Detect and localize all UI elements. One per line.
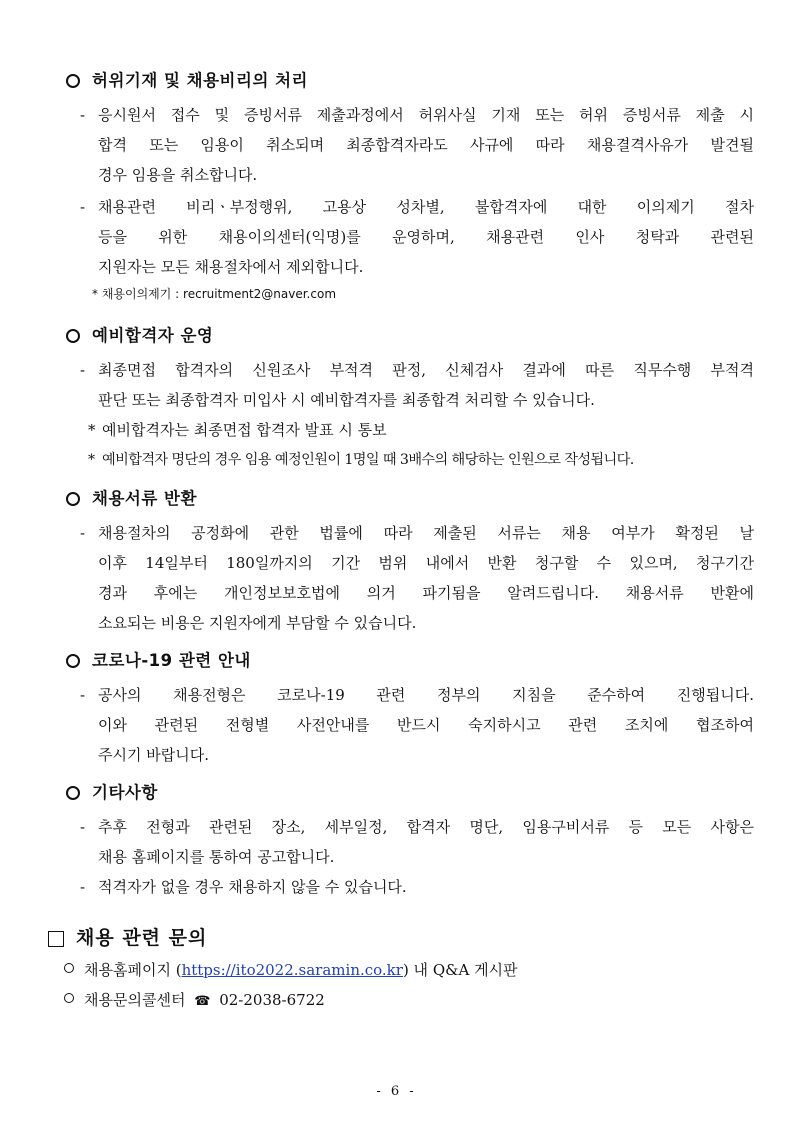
section-document-return (64, 488, 754, 638)
homepage-prefix: 채용홈페이지 ( (84, 961, 182, 979)
text-line: 등을 위한 채용이의센터(익명)를 운영하며, 채용관련 인사 청탁과 관련된 (98, 228, 754, 246)
text-line: 채용관련 비리ㆍ부정행위, 고용상 성차별, 불합격자에 대한 이의제기 절차 (98, 198, 754, 216)
section-heading (64, 782, 754, 808)
list-item (64, 100, 754, 190)
section-title: 허위기재 및 채용비리의 처리 (92, 71, 309, 90)
circle-bullet-icon (66, 74, 80, 88)
dash-bullet: - (80, 361, 86, 379)
circle-bullet-icon (66, 654, 80, 668)
section-title: 기타사항 (92, 783, 158, 802)
phone-number: 02-2038-6722 (219, 991, 325, 1009)
dash-bullet: - (80, 878, 86, 896)
contact-title: 채용 관련 문의 (76, 927, 208, 949)
list-item (64, 518, 754, 638)
text-line: 응시원서 접수 및 증빙서류 제출과정에서 허위사실 기재 또는 허위 증빙서류 제출 시 (98, 106, 754, 124)
section-heading (64, 488, 754, 514)
text-line: 채용절차의 공정화에 관한 법률에 따라 제출된 서류는 채용 여부가 확정된 날 (98, 524, 754, 542)
section-title: 코로나-19 관련 안내 (92, 651, 251, 670)
section-title: 채용서류 반환 (92, 489, 197, 508)
contact-homepage (64, 956, 518, 984)
list-item (64, 355, 754, 415)
text-line: 채용 홈페이지를 통하여 공고합니다. (98, 848, 335, 866)
text-line: 지원자는 모든 채용절차에서 제외합니다. (98, 258, 364, 276)
homepage-suffix: ) 내 Q&A 게시판 (402, 961, 518, 979)
text-line: 추후 전형과 관련된 장소, 세부일정, 합격자 명단, 임용구비서류 등 모든 사항은 (98, 818, 754, 836)
text-line: 판단 또는 최종합격자 미입사 시 예비합격자를 최종합격 처리할 수 있습니다. (98, 391, 595, 409)
section-heading (64, 70, 754, 96)
asterisk-note: * 예비합격자 명단의 경우 임용 예정인원이 1명일 때 3배수의 해당하는 인원으로 작성됩니다. (88, 452, 634, 468)
dash-bullet: - (80, 686, 86, 704)
circle-bullet-icon (66, 329, 80, 343)
text-line: 합격 또는 임용이 취소되며 최종합격자라도 사규에 따라 채용결격사유가 발견될 (98, 136, 754, 154)
square-bullet-icon (48, 931, 64, 947)
section-reserve-candidates (64, 325, 754, 475)
text-line: 주시기 바랍니다. (98, 746, 209, 764)
asterisk-note-text: 예비합격자 명단의 경우 임용 예정인원이 1명일 때 3배수의 해당하는 인원으로 작성됩니다. (102, 452, 634, 468)
page-number: - 6 - (376, 1084, 417, 1099)
circle-bullet-icon (64, 993, 74, 1003)
dash-bullet: - (80, 524, 86, 542)
homepage-link[interactable]: https://ito2022.saramin.co.kr (181, 961, 403, 979)
asterisk-note: * 예비합격자는 최종면접 합격자 발표 시 통보 (88, 421, 387, 439)
text-line: 소요되는 비용은 지원자에게 부담할 수 있습니다. (98, 614, 417, 632)
circle-bullet-icon (66, 492, 80, 506)
text-line: 이후 14일부터 180일까지의 기간 범위 내에서 반환 청구할 수 있으며, 청구기간 (98, 554, 754, 572)
text-line: 경과 후에는 개인정보보호법에 의거 파기됨을 알려드립니다. 채용서류 반환에 (98, 584, 754, 602)
section-heading (64, 325, 754, 351)
text-line: 경우 임용을 취소합니다. (98, 166, 258, 184)
text-line: 적격자가 없을 경우 채용하지 않을 수 있습니다. (98, 878, 407, 896)
list-item (64, 812, 754, 872)
section-covid-notice (64, 650, 754, 770)
dash-bullet: - (80, 198, 86, 216)
text-line: 최종면접 합격자의 신원조사 부적격 판정, 신체검사 결과에 따른 직무수행 부적격 (98, 361, 754, 379)
asterisk-note-text: 예비합격자는 최종면접 합격자 발표 시 통보 (102, 421, 387, 439)
section-false-entry (64, 70, 754, 304)
circle-bullet-icon (66, 786, 80, 800)
list-item (64, 872, 754, 902)
section-title: 예비합격자 운영 (92, 326, 214, 345)
list-item (64, 680, 754, 770)
objection-email-note: * 채용이의제기 : recruitment2@naver.com (92, 287, 337, 301)
dash-bullet: - (80, 818, 86, 836)
telephone-icon: ☎ (194, 994, 211, 1009)
callcenter-label: 채용문의콜센터 (84, 991, 186, 1009)
section-misc (64, 782, 754, 902)
dash-bullet: - (80, 106, 86, 124)
contact-callcenter (64, 986, 325, 1016)
list-item (64, 192, 754, 282)
text-line: 이와 관련된 전형별 사전안내를 반드시 숙지하시고 관련 조치에 협조하여 (98, 716, 754, 734)
circle-bullet-icon (64, 963, 74, 973)
section-heading (64, 650, 754, 676)
text-line: 공사의 채용전형은 코로나-19 관련 정부의 지침을 준수하여 진행됩니다. (98, 686, 754, 704)
